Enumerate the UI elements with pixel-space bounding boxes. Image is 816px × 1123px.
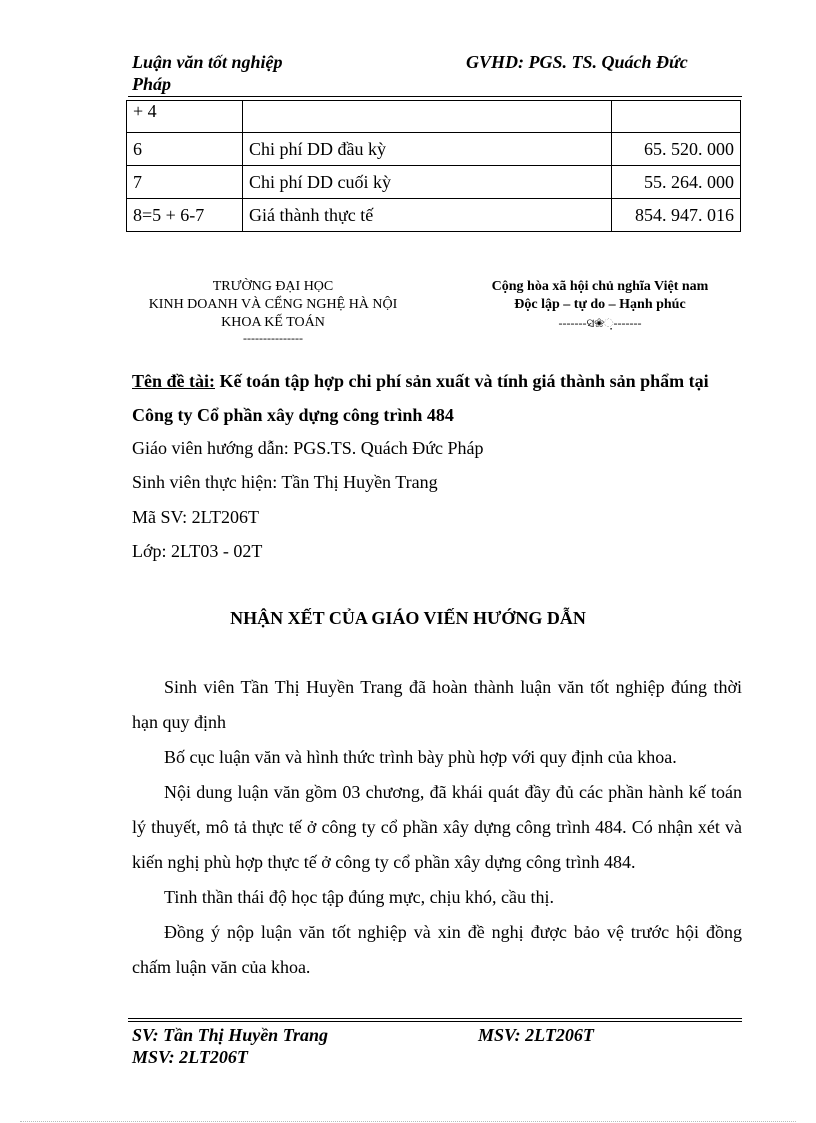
table-row bbox=[127, 166, 741, 199]
table-cell-value: 854. 947. 016 bbox=[612, 199, 741, 232]
topic-text: Kế toán tập hợp chi phí sản xuất và tính giá thành sản phẩm tại Công ty Cổ phần xây dựng công trình 484 bbox=[132, 371, 709, 425]
review-body bbox=[132, 670, 742, 985]
table-cell-value: 65. 520. 000 bbox=[612, 133, 741, 166]
class-line: Lớp: 2LT03 - 02T bbox=[132, 541, 263, 561]
ornament-divider: -------ସ❀଼------- bbox=[558, 316, 642, 330]
table-row bbox=[127, 199, 741, 232]
topic-label: Tên đề tài: bbox=[132, 371, 215, 391]
footer-student: SV: Tần Thị Huyền Trang bbox=[132, 1025, 329, 1045]
table-cell-value bbox=[612, 101, 741, 133]
footer-rule bbox=[128, 1021, 742, 1022]
footer-student-id: MSV: 2LT206T bbox=[132, 1047, 248, 1067]
review-paragraph: Đồng ý nộp luận văn tốt nghiệp và xin đề nghị được bảo vệ trước hội đồng chấm luận văn của khoa. bbox=[132, 922, 742, 977]
table-cell-value: 55. 264. 000 bbox=[612, 166, 741, 199]
student-line: Sinh viên thực hiện: Tần Thị Huyền Trang bbox=[132, 472, 438, 492]
table-cell-no: 8=5 + 6-7 bbox=[127, 199, 243, 232]
school-divider: --------------- bbox=[243, 331, 303, 345]
review-paragraph: Bố cục luận văn và hình thức trình bày phù hợp với quy định của khoa. bbox=[164, 747, 677, 767]
footer-rule bbox=[128, 1018, 742, 1019]
table-cell-no: 7 bbox=[127, 166, 243, 199]
table-cell-item: Giá thành thực tế bbox=[243, 199, 612, 232]
header-rule bbox=[128, 96, 742, 97]
table-cell-item: Chi phí DD đầu kỳ bbox=[243, 133, 612, 166]
school-faculty: KHOA KẾ TOÁN bbox=[221, 315, 325, 330]
advisor-line: Giáo viên hướng dẫn: PGS.TS. Quách Đức Pháp bbox=[132, 438, 484, 458]
table-cell-no: + 4 bbox=[127, 101, 243, 133]
header-advisor: GVHD: PGS. TS. Quách Đức bbox=[466, 52, 688, 72]
thesis-topic bbox=[132, 364, 744, 432]
table-cell-item: Chi phí DD cuối kỳ bbox=[243, 166, 612, 199]
footer-right-id: MSV: 2LT206T bbox=[478, 1025, 594, 1045]
nation-name: Cộng hòa xã hội chủ nghĩa Việt nam bbox=[491, 279, 709, 294]
student-id-line: Mã SV: 2LT206T bbox=[132, 507, 260, 527]
table-cell-no: 6 bbox=[127, 133, 243, 166]
table-row bbox=[127, 101, 741, 133]
page-edge bbox=[20, 1121, 796, 1122]
table-cell-item bbox=[243, 101, 612, 133]
header-name-continuation: Pháp bbox=[132, 74, 172, 94]
school-university: TRƯỜNG ĐẠI HỌC bbox=[212, 279, 334, 294]
national-motto-block bbox=[460, 278, 740, 332]
review-paragraph: Tinh thần thái độ học tập đúng mực, chịu khó, cầu thị. bbox=[164, 887, 555, 907]
review-paragraph: Nội dung luận văn gồm 03 chương, đã khái quát đầy đủ các phần hành kế toán lý thuyết, mô tả thực tế ở công ty cổ phần xây dựng công trình 484. Có nhận xét và kiến nghị phù hợp thực tế ở công ty cổ phần xây dựng công trình 484. bbox=[132, 782, 742, 872]
footer-left bbox=[132, 1024, 328, 1068]
cost-table bbox=[126, 100, 741, 232]
school-name: KINH DOANH VÀ CỂNG NGHỆ HÀ NỘI bbox=[148, 297, 398, 312]
review-heading: NHẬN XẾT CỦA GIÁO VIẾN HƯỚNG DẪN bbox=[230, 608, 586, 628]
header-left bbox=[132, 51, 283, 95]
nation-motto: Độc lập – tự do – Hạnh phúc bbox=[514, 297, 686, 312]
school-block bbox=[128, 278, 418, 344]
header-thesis-label: Luận văn tốt nghiệp bbox=[132, 52, 283, 72]
review-paragraph: Sinh viên Tần Thị Huyền Trang đã hoàn thành luận văn tốt nghiệp đúng thời hạn quy định bbox=[132, 677, 742, 732]
table-row bbox=[127, 133, 741, 166]
